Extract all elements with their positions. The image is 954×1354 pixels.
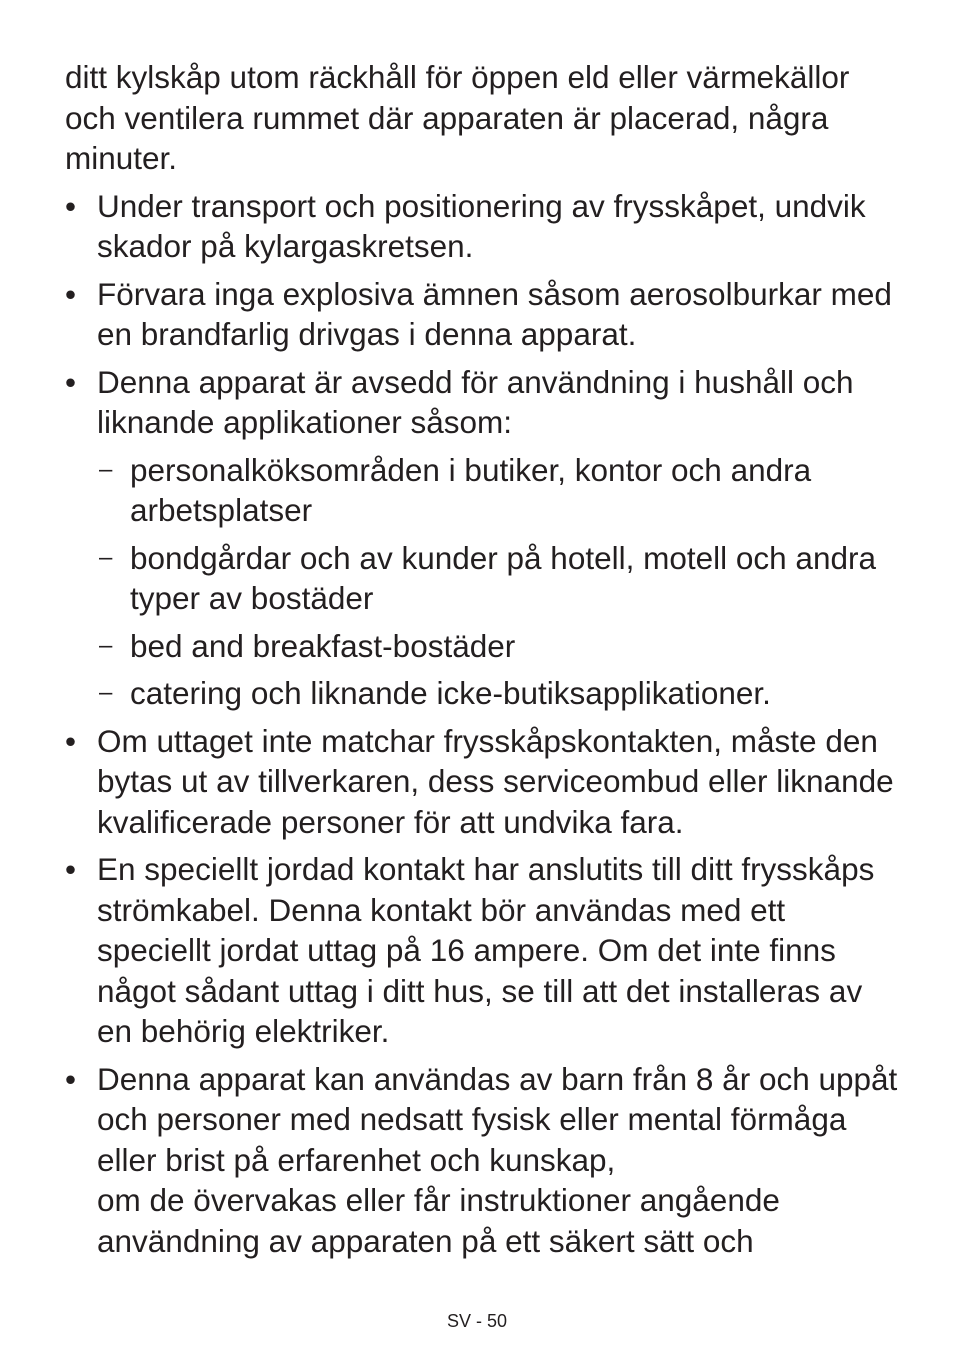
sub-item-text: bondgårdar och av kunder på hotell, motell och andra typer av bostäder	[130, 539, 876, 616]
sub-list-item	[97, 673, 905, 714]
bullet-item	[65, 721, 905, 843]
bullet-item	[65, 274, 905, 355]
dash-marker: –	[99, 543, 113, 571]
page-content	[65, 57, 905, 1268]
bullet-item	[65, 186, 905, 267]
sub-list-item	[97, 450, 905, 531]
dash-marker: –	[99, 455, 113, 483]
bullet-marker: •	[65, 722, 77, 759]
sub-list	[97, 450, 905, 714]
intro-paragraph: ditt kylskåp utom räckhåll för öppen eld eller värmekällor och ventilera rummet där apparaten är placerad, några minuter.	[65, 59, 850, 176]
dash-marker: –	[99, 679, 113, 706]
bullet-marker: •	[65, 851, 77, 887]
bullet-marker: •	[65, 187, 77, 224]
dash-marker: –	[99, 631, 113, 659]
bullet-marker: •	[65, 1060, 77, 1097]
bullet-text-continuation: om de övervakas eller får instruktioner angående användning av apparaten på ett säkert sätt och	[97, 1182, 780, 1259]
bullet-text: Under transport och positionering av frysskåpet, undvik skador på kylargaskretsen.	[97, 187, 866, 264]
bullet-text: Denna apparat kan användas av barn från 8 år och uppåt och personer med nedsatt fysisk eller mental förmåga eller brist på erfarenhet och kunskap,	[97, 1060, 898, 1178]
sub-list-item	[97, 626, 905, 667]
bullet-text: Förvara inga explosiva ämnen såsom aerosolburkar med en brandfarlig drivgas i denna apparat.	[97, 275, 892, 352]
bullet-marker: •	[65, 363, 77, 400]
bullet-text: Denna apparat är avsedd för användning i hushåll och liknande applikationer såsom:	[97, 363, 854, 440]
bullet-item	[65, 362, 905, 714]
sub-list-item	[97, 538, 905, 619]
page-number: SV - 50	[446, 1311, 508, 1331]
bullet-text: Om uttaget inte matchar frysskåpskontakten, måste den bytas ut av tillverkaren, dess serviceombud eller liknande kvalificerade personer för att undvika fara.	[97, 722, 894, 840]
bullet-marker: •	[65, 275, 77, 312]
bullet-text: En speciellt jordad kontakt har anslutits till ditt frysskåps strömkabel. Denna kontakt bör användas med ett speciellt jordat uttag på 16 ampere. Om det inte finns något sådant uttag i ditt hus, se till att det installeras av en behörig elektriker.	[97, 851, 875, 1049]
sub-item-text: catering och liknande icke-butiksapplikationer.	[130, 675, 771, 711]
sub-item-text: bed and breakfast-bostäder	[130, 627, 516, 664]
sub-item-text: personalköksområden i butiker, kontor och andra arbetsplatser	[130, 451, 812, 528]
bullet-item	[65, 1059, 905, 1262]
bullet-item	[65, 849, 905, 1052]
